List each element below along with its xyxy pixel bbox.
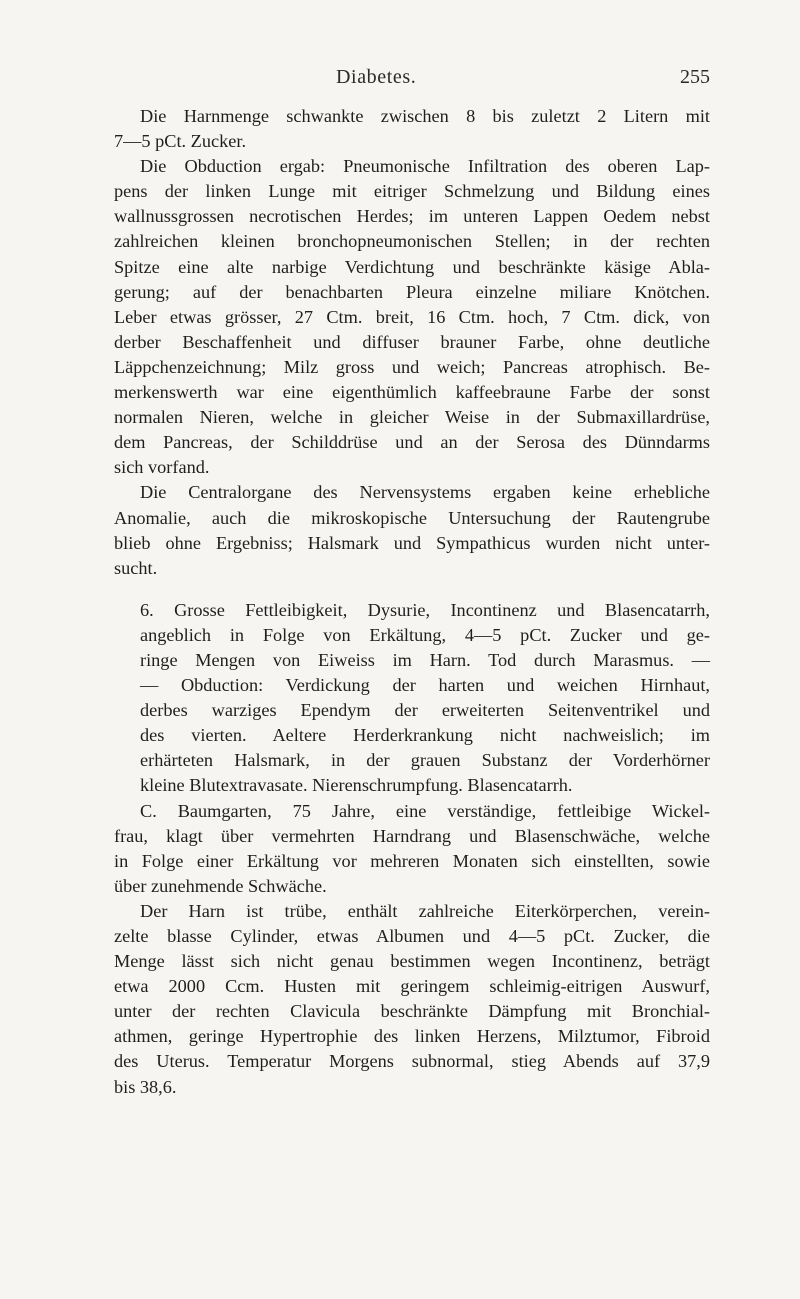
text-line: zahlreichen kleinen bronchopneumonischen Stellen; in der rechten <box>114 231 710 252</box>
text-line: — Obduction: Verdickung der harten und weichen Hirnhaut, <box>140 675 710 696</box>
text-line: Die Harnmenge schwankte zwischen 8 bis zuletzt 2 Litern mit <box>140 106 710 126</box>
text-line: sucht. <box>114 557 158 578</box>
text-line: Die Obduction ergab: Pneumonische Infiltration des oberen Lap- <box>140 156 710 177</box>
text-line: wallnussgrossen necrotischen Herdes; im unteren Lappen Oedem nebst <box>114 206 710 227</box>
text-line: Menge lässt sich nicht genau bestimmen wegen Incontinenz, beträgt <box>114 951 710 972</box>
text-line: normalen Nieren, welche in gleicher Weise in der Submaxillardrüse, <box>114 407 710 428</box>
text-line: Der Harn ist trübe, enthält zahlreiche Eiterkörperchen, verein- <box>140 900 710 921</box>
paragraph <box>114 154 710 480</box>
text-line: etwa 2000 Ccm. Husten mit geringem schleimig-eitrigen Auswurf, <box>114 976 710 997</box>
text-line: athmen, geringe Hypertrophie des linken Herzens, Milztumor, Fibroid <box>114 1026 710 1047</box>
text-line: zelte blasse Cylinder, etwas Albumen und 4—5 pCt. Zucker, die <box>114 926 710 946</box>
text-line: Anomalie, auch die mikroskopische Untersuchung der Rautengrube <box>114 507 710 528</box>
text-line: frau, klagt über vermehrten Harndrang und Blasenschwäche, welche <box>114 825 710 846</box>
body-text <box>114 104 710 1100</box>
page-number: 255 <box>680 66 710 88</box>
text-line: in Folge einer Erkältung vor mehreren Monaten sich einstellten, sowie <box>114 850 710 871</box>
text-line: 7—5 pCt. Zucker. <box>114 131 247 152</box>
paragraph <box>114 104 710 154</box>
text-line: erhärteten Halsmark, in der grauen Substanz der Vorderhörner <box>140 750 710 771</box>
paragraph-gap <box>114 581 710 598</box>
header-title: Diabetes. <box>336 66 417 88</box>
text-line: bis 38,6. <box>114 1076 177 1097</box>
text-line: des vierten. Aeltere Herderkrankung nicht nachweislich; im <box>140 725 710 746</box>
text-line: derber Beschaffenheit und diffuser brauner Farbe, ohne deutliche <box>114 331 710 352</box>
text-line: Leber etwas grösser, 27 Ctm. breit, 16 Ctm. hoch, 7 Ctm. dick, von <box>114 306 710 327</box>
text-line: kleine Blutextravasate. Nierenschrumpfung. Blasencatarrh. <box>140 775 573 796</box>
paragraph <box>114 598 710 799</box>
text-line: blieb ohne Ergebniss; Halsmark und Sympathicus wurden nicht unter- <box>114 532 710 553</box>
text-line: über zunehmende Schwäche. <box>114 875 327 896</box>
running-header <box>110 66 710 96</box>
paragraph <box>114 480 710 580</box>
text-line: des Uterus. Temperatur Morgens subnormal, stieg Abends auf 37,9 <box>114 1051 710 1072</box>
text-line: ringe Mengen von Eiweiss im Harn. Tod durch Marasmus. — <box>140 649 710 670</box>
text-line: Die Centralorgane des Nervensystems ergaben keine erhebliche <box>140 482 710 503</box>
text-line: dem Pancreas, der Schilddrüse und an der Serosa des Dünndarms <box>114 432 710 453</box>
text-line: sich vorfand. <box>114 457 210 478</box>
text-line: Läppchenzeichnung; Milz gross und weich; Pancreas atrophisch. Be- <box>114 356 710 377</box>
text-line: C. Baumgarten, 75 Jahre, eine verständige, fettleibige Wickel- <box>140 800 710 821</box>
text-line: angeblich in Folge von Erkältung, 4—5 pCt. Zucker und ge- <box>140 624 710 645</box>
text-line: merkenswerth war eine eigenthümlich kaffeebraune Farbe der sonst <box>114 382 710 403</box>
paragraph <box>114 899 710 1100</box>
text-line: gerung; auf der benachbarten Pleura einzelne miliare Knötchen. <box>114 281 710 302</box>
text-line: pens der linken Lunge mit eitriger Schmelzung und Bildung eines <box>114 181 710 202</box>
text-line: 6. Grosse Fettleibigkeit, Dysurie, Incontinenz und Blasencatarrh, <box>140 599 710 620</box>
text-line: derbes warziges Ependym der erweiterten Seitenventrikel und <box>140 700 710 721</box>
paragraph <box>114 799 710 899</box>
text-line: Spitze eine alte narbige Verdichtung und beschränkte käsige Abla- <box>114 256 710 277</box>
text-line: unter der rechten Clavicula beschränkte Dämpfung mit Bronchial- <box>114 1001 710 1022</box>
